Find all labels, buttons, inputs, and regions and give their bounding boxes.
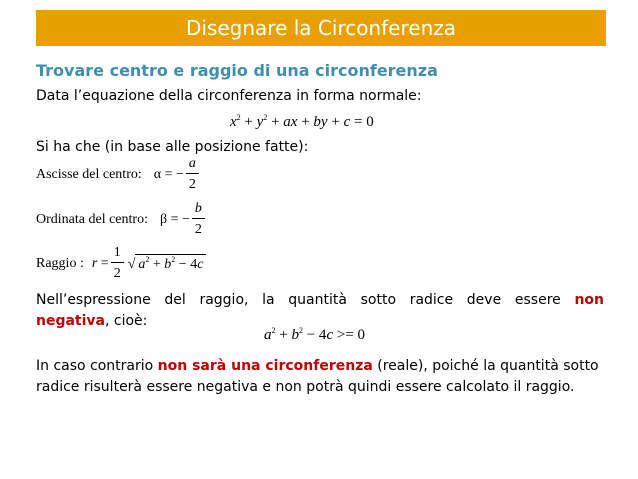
radicand-condition: $a^2 + b^2 - 4c >= 0$ (264, 326, 366, 343)
radius-formula: Raggio : r = $\frac{1}{2}$ √ $a^2 + b^2 - 4c$ (36, 244, 206, 283)
radius-label: Raggio : (36, 255, 84, 271)
paragraph-2-line-1: In caso contrario non sarà una circonferenza (reale), poiché la quantità sotto (36, 358, 599, 374)
condition-text: Si ha che (in base alle posizione fatte): (36, 139, 309, 155)
emphasis-negativa: negativa (36, 313, 105, 329)
ordinate-label: Ordinata del centro: (36, 211, 148, 227)
slide-subtitle: Trovare centro e raggio di una circonferenza (36, 61, 438, 80)
slide-title: Disegnare la Circonferenza (186, 16, 456, 40)
ordinate-formula: Ordinata del centro: β = − $\frac{b}{2}$ (36, 200, 205, 239)
circle-equation: $x^2 + y^2$ + ax + by + c = 0 (230, 113, 374, 130)
paragraph-2-line-2: radice risulterà essere negativa e non potrà quindi essere calcolato il raggio. (36, 379, 575, 395)
abscissa-label: Ascisse del centro: (36, 166, 142, 182)
paragraph-1-line-1: Nell’espressione del raggio, la quantità sotto radice deve essere non (36, 292, 604, 308)
intro-text: Data l’equazione della circonferenza in forma normale: (36, 88, 422, 104)
emphasis-non-circonferenza: non sarà una circonferenza (157, 358, 373, 374)
paragraph-1-line-2: negativa, cioè: (36, 313, 148, 329)
abscissa-formula: Ascisse del centro: α = − $\frac{a}{2}$ (36, 155, 199, 194)
emphasis-non: non (574, 292, 604, 308)
title-bar (36, 10, 606, 46)
